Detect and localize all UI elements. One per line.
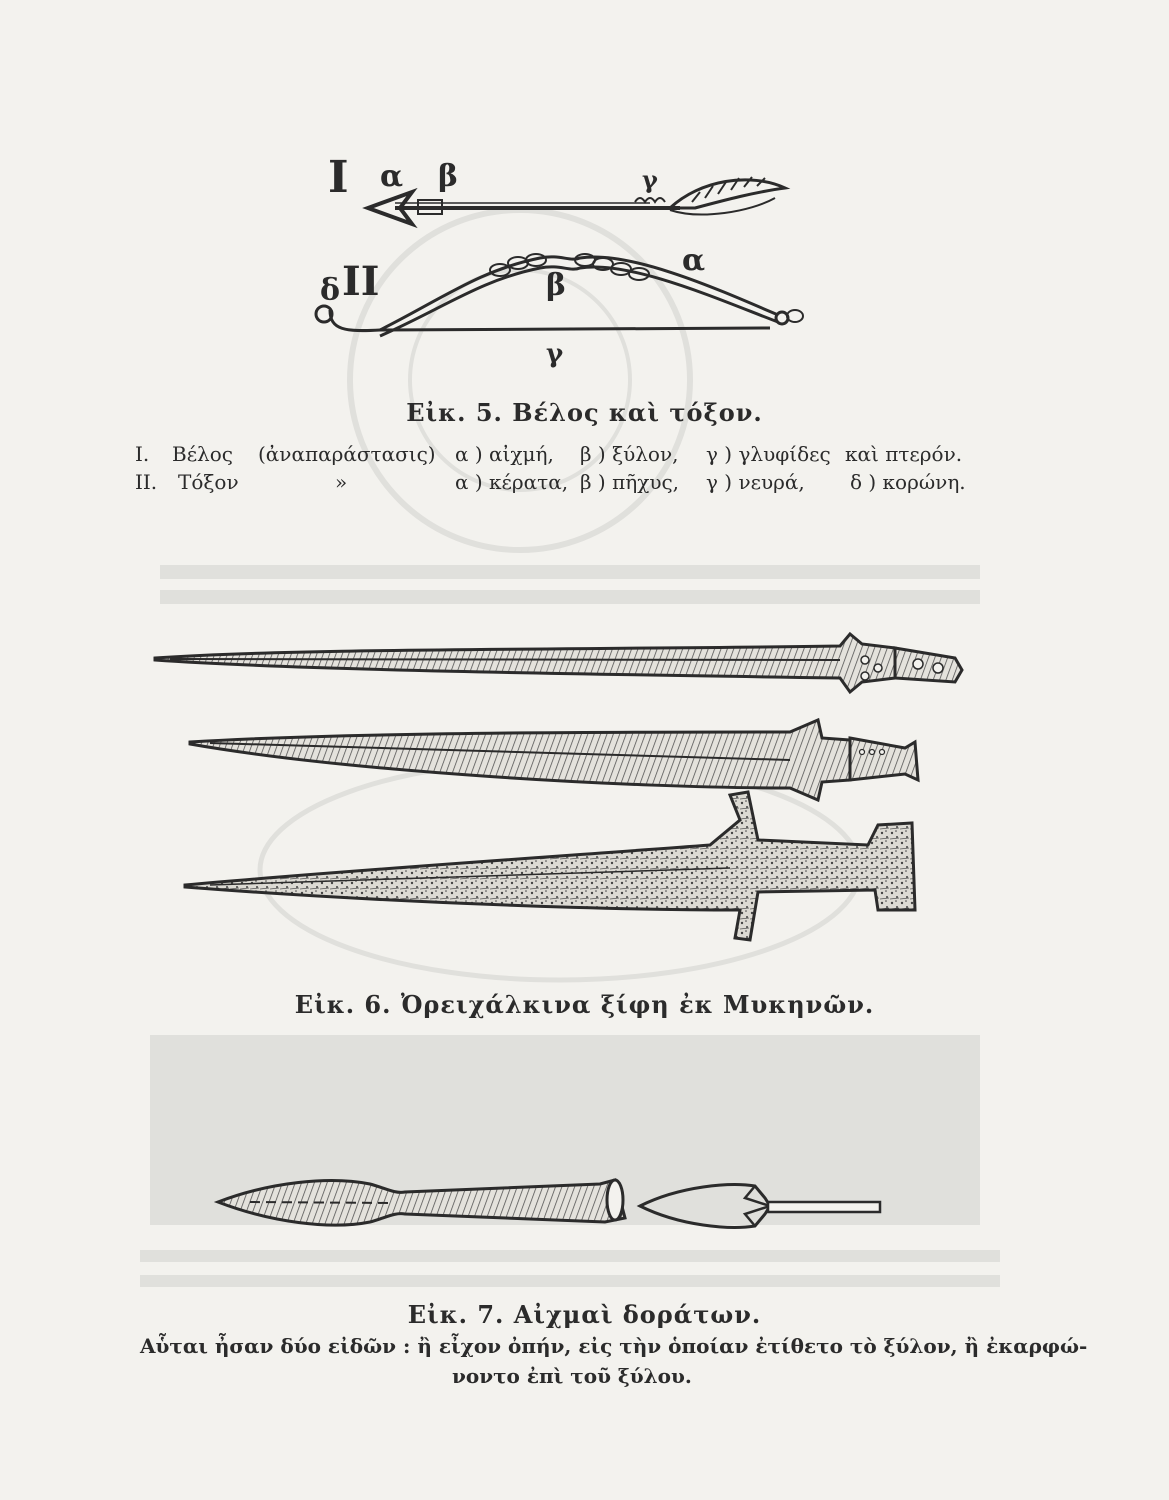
bow-label-delta: δ bbox=[320, 273, 341, 308]
legend-part: γ ) γλυφίδες bbox=[706, 442, 831, 466]
figure-5-caption: Εἰκ. 5. Βέλος καὶ τόξον. bbox=[406, 398, 763, 427]
legend-part: δ ) κορώνη. bbox=[850, 470, 966, 494]
spearhead-socketed bbox=[218, 1180, 625, 1225]
swords-illustration bbox=[150, 620, 980, 960]
sword-3 bbox=[185, 792, 915, 940]
legend-part: α ) αἰχμή, bbox=[455, 442, 554, 466]
bow-label-alpha: α bbox=[682, 243, 706, 278]
figure-7-caption: Εἰκ. 7. Αἰχμαὶ δοράτων. bbox=[407, 1300, 762, 1329]
legend-name: Τόξον bbox=[178, 470, 239, 494]
bow-roman-numeral: II bbox=[342, 258, 380, 305]
figure-7-description-line-1: Αὗται ἦσαν δύο εἰδῶν : ἢ εἶχον ὀπήν, εἰς τὴν ὁποίαν ἐτίθετο τὸ ξύλον, ἢ ἐκαρφώ- bbox=[140, 1334, 1088, 1358]
legend-note: » bbox=[335, 470, 348, 494]
legend-part: γ ) νευρά, bbox=[706, 470, 805, 494]
legend-num: I. bbox=[135, 442, 150, 466]
legend-num: II. bbox=[135, 470, 158, 494]
legend-part: α ) κέρατα, bbox=[455, 470, 569, 494]
figure-6-caption: Εἰκ. 6. Ὀρειχάλκινα ξίφη ἐκ Μυκηνῶν. bbox=[294, 990, 875, 1019]
arrow-label-beta: β bbox=[438, 159, 458, 194]
arrow-and-bow-illustration bbox=[300, 150, 820, 370]
arrow-roman-numeral: I bbox=[328, 152, 349, 203]
sword-1 bbox=[155, 634, 962, 692]
bow-label-gamma: γ bbox=[546, 339, 564, 369]
legend-part: β ) πῆχυς, bbox=[580, 470, 680, 494]
legend-part: καὶ πτερόν. bbox=[845, 442, 963, 466]
legend-name: Βέλος bbox=[172, 442, 233, 466]
arrow-label-alpha: α bbox=[380, 159, 404, 194]
legend-row-arrow bbox=[0, 442, 1169, 472]
figure-7-description-line-2: νοντο ἐπὶ τοῦ ξύλου. bbox=[452, 1364, 692, 1388]
legend-part: β ) ξύλον, bbox=[580, 442, 679, 466]
arrow-label-gamma: γ bbox=[642, 165, 658, 194]
spearheads-illustration bbox=[210, 1170, 890, 1240]
legend-note: (ἀναπαράστασις) bbox=[258, 442, 436, 466]
sword-2 bbox=[190, 720, 918, 800]
bow-label-beta: β bbox=[546, 268, 566, 303]
arrow-drawing bbox=[368, 177, 785, 224]
legend-row-bow bbox=[0, 470, 1169, 500]
spearhead-tanged bbox=[640, 1185, 880, 1228]
